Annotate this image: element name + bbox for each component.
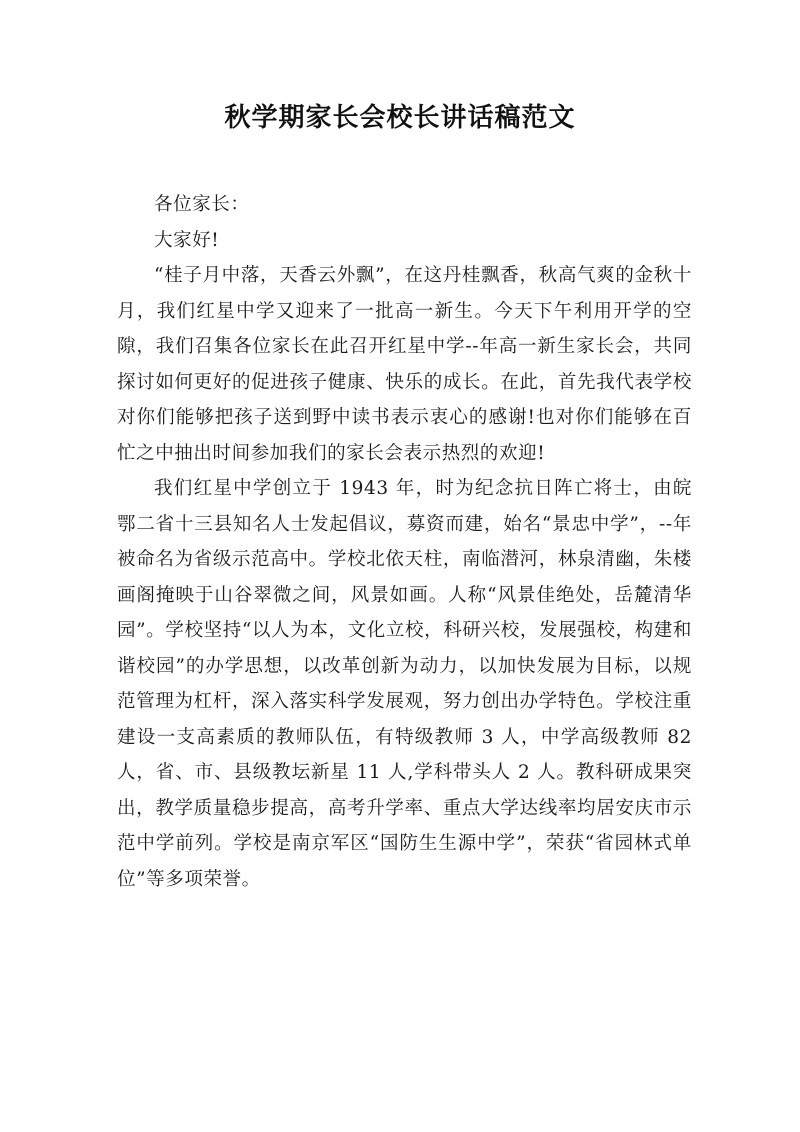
document-title: 秋学期家长会校长讲话稿范文 (224, 103, 576, 133)
paragraph-1: “桂子月中落，天香云外飘”，在这丹桂飘香，秋高气爽的金秋十月，我们红星中学又迎来了一批高一新生。今天下午利用开学的空隙，我们召集各位家长在此召开红星中学--年高一新生家长会，共同探讨如何更好的促进孩子健康、快乐的成长。在此，首先我代表学校对你们能够把孩子送到野中读书表示衷心的感谢!也对你们能够在百忙之中抽出时间参加我们的家长会表示热烈的欢迎! (117, 265, 692, 464)
greeting: 大家好! (154, 229, 220, 251)
paragraph-2: 我们红星中学创立于 1943 年，时为纪念抗日阵亡将士，由皖鄂二省十三县知名人士发起倡议，募资而建，始名“景忠中学”，--年被命名为省级示范高中。学校北依天柱，南临潜河，林泉清幽，朱楼画阁掩映于山谷翠微之间，风景如画。人称“风景佳绝处，岳麓清华园”。学校坚持“以人为本，文化立校，科研兴校，发展强校，构建和谐校园”的办学思想，以改革创新为动力，以加快发展为目标，以规范管理为杠杆，深入落实科学发展观，努力创出办学特色。学校注重建设一支高素质的教师队伍，有特级教师 3 人，中学高级教师 82 人，省、市、县级教坛新星 11 人,学科带头人 2 人。教科研成果突出，教学质量稳步提高，高考升学率、重点大学达线率均居安庆市示范中学前列。学校是南京军区“国防生生源中学”，荣获“省园林式单位”等多项荣誉。 (117, 478, 692, 890)
salutation: 各位家长： (154, 194, 250, 215)
document-body (117, 187, 692, 897)
